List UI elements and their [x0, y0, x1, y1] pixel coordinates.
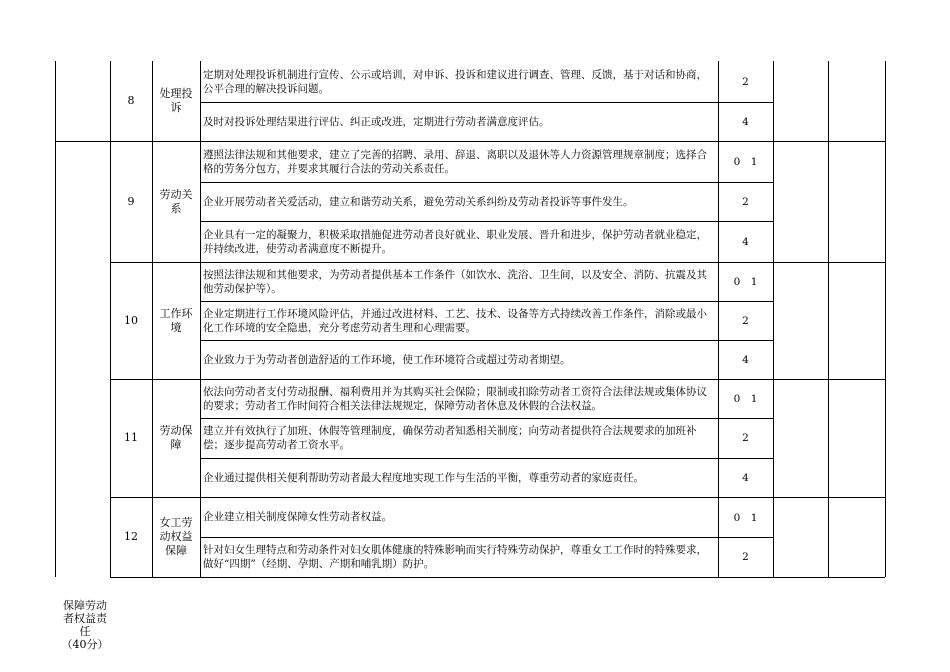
item-number: 8: [127, 94, 135, 107]
item-number: 9: [127, 194, 135, 208]
category-line: （40分）: [61, 638, 109, 651]
item-title-line: 劳动保: [159, 424, 193, 437]
criterion-score: 2: [742, 195, 749, 208]
criterion-text: 企业通过提供相关便利帮助劳动者最大程度地实现工作与生活的平衡，尊重劳动者的家庭责任。: [203, 471, 644, 484]
criterion-text: 遵照法律法规和其他要求，建立了完善的招聘、录用、辞退、离职以及退休等人力资源管理规章制度；选择合格的劳务分包方，并要求其履行合法的劳动关系责任。: [203, 148, 707, 175]
criterion-score: 0 1: [733, 393, 758, 405]
criterion-score: 2: [742, 75, 749, 88]
item-number: 11: [124, 431, 138, 444]
criterion-score: 2: [742, 432, 749, 444]
item-title: [152, 61, 200, 141]
item-title: [152, 379, 200, 497]
criterion-score: 4: [742, 115, 749, 128]
criterion-text: 按照法律法规和其他要求，为劳动者提供基本工作条件（如饮水、洗浴、卫生间，以及安全、消防、抗震及其他劳动保护等）。: [203, 268, 707, 295]
category-line: 者权益责: [63, 612, 107, 625]
criterion-score: 2: [742, 551, 749, 563]
group-divider: [110, 577, 885, 578]
item-number: 10: [124, 313, 138, 327]
criterion-score: 0 1: [733, 156, 758, 168]
criterion-score: 4: [742, 471, 749, 484]
criterion-score: 4: [742, 353, 749, 366]
item-title: [152, 262, 200, 379]
criterion-text: 企业致力于为劳动者创造舒适的工作环境，使工作环境符合或超过劳动者期望。: [203, 353, 571, 366]
criterion-text: 企业定期进行工作环境风险评估，并通过改进材料、工艺、技术、设备等方式持续改善工作条件，消除或最小化工作环境的安全隐患，充分考虑劳动者生理和心理需要。: [203, 307, 707, 334]
criterion-score: 0 1: [733, 511, 758, 524]
item-title-line: 动权益: [159, 530, 193, 543]
criterion-text: 企业建立相关制度保障女性劳动者权益。: [203, 511, 392, 523]
item-title-line: 劳动关: [159, 187, 193, 201]
criterion-text: 企业具有一定的凝聚力，积极采取措施促进劳动者良好就业、职业发展、晋升和进步，保护劳动者就业稳定，并持续改进，使劳动者满意度不断提升。: [203, 228, 707, 255]
category-line: 任: [79, 625, 91, 638]
item-title-line: 障: [170, 438, 182, 451]
item-title-line: 系: [170, 201, 182, 215]
criterion-text: 针对妇女生理特点和劳动条件对妇女肌体健康的特殊影响而实行特殊劳动保护，尊重女工工作时的特殊要求，做好“四期”（经期、孕期、产期和哺乳期）防护。: [203, 544, 707, 570]
column-divider: [828, 61, 829, 577]
table-border-left: [55, 61, 56, 577]
criterion-score: 4: [742, 235, 749, 248]
category-line: 保障劳动: [63, 599, 107, 612]
item-title-line: 工作环: [159, 306, 193, 320]
item-title-line: 保障: [165, 544, 187, 557]
item-title: [152, 497, 200, 577]
criterion-score: 0 1: [733, 276, 758, 288]
criterion-text: 定期对处理投诉机制进行宣传、公示或培训，对申诉、投诉和建议进行调查、管理、反馈，基于对话和协商，公平合理的解决投诉问题。: [203, 68, 707, 95]
item-title-line: 处理投: [159, 87, 193, 100]
criterion-score: 2: [742, 314, 749, 327]
item-title: [152, 141, 200, 262]
item-title-line: 境: [170, 320, 182, 334]
column-divider: [773, 61, 774, 577]
category-label: [50, 598, 120, 652]
criterion-text: 及时对投诉处理结果进行评估、纠正或改进，定期进行劳动者满意度评估。: [203, 115, 550, 128]
table-border-right: [885, 61, 886, 577]
criterion-text: 依法向劳动者支付劳动报酬、福利费用并为其购买社会保险；限制或扣除劳动者工资符合法律法规或集体协议的要求；劳动者工作时间符合相关法律法规规定，保障劳动者休息及休假的合法权益。: [203, 385, 707, 412]
criterion-text: 建立并有效执行了加班、休假等管理制度，确保劳动者知悉相关制度；向劳动者提供符合法规要求的加班补偿；逐步提高劳动者工资水平。: [203, 425, 697, 451]
item-title-line: 诉: [170, 101, 182, 114]
item-number: 12: [124, 530, 138, 543]
item-title-line: 女工劳: [159, 516, 193, 529]
criterion-text: 企业开展劳动者关爱活动，建立和谐劳动关系，避免劳动关系纠纷及劳动者投诉等事件发生。: [203, 195, 634, 208]
